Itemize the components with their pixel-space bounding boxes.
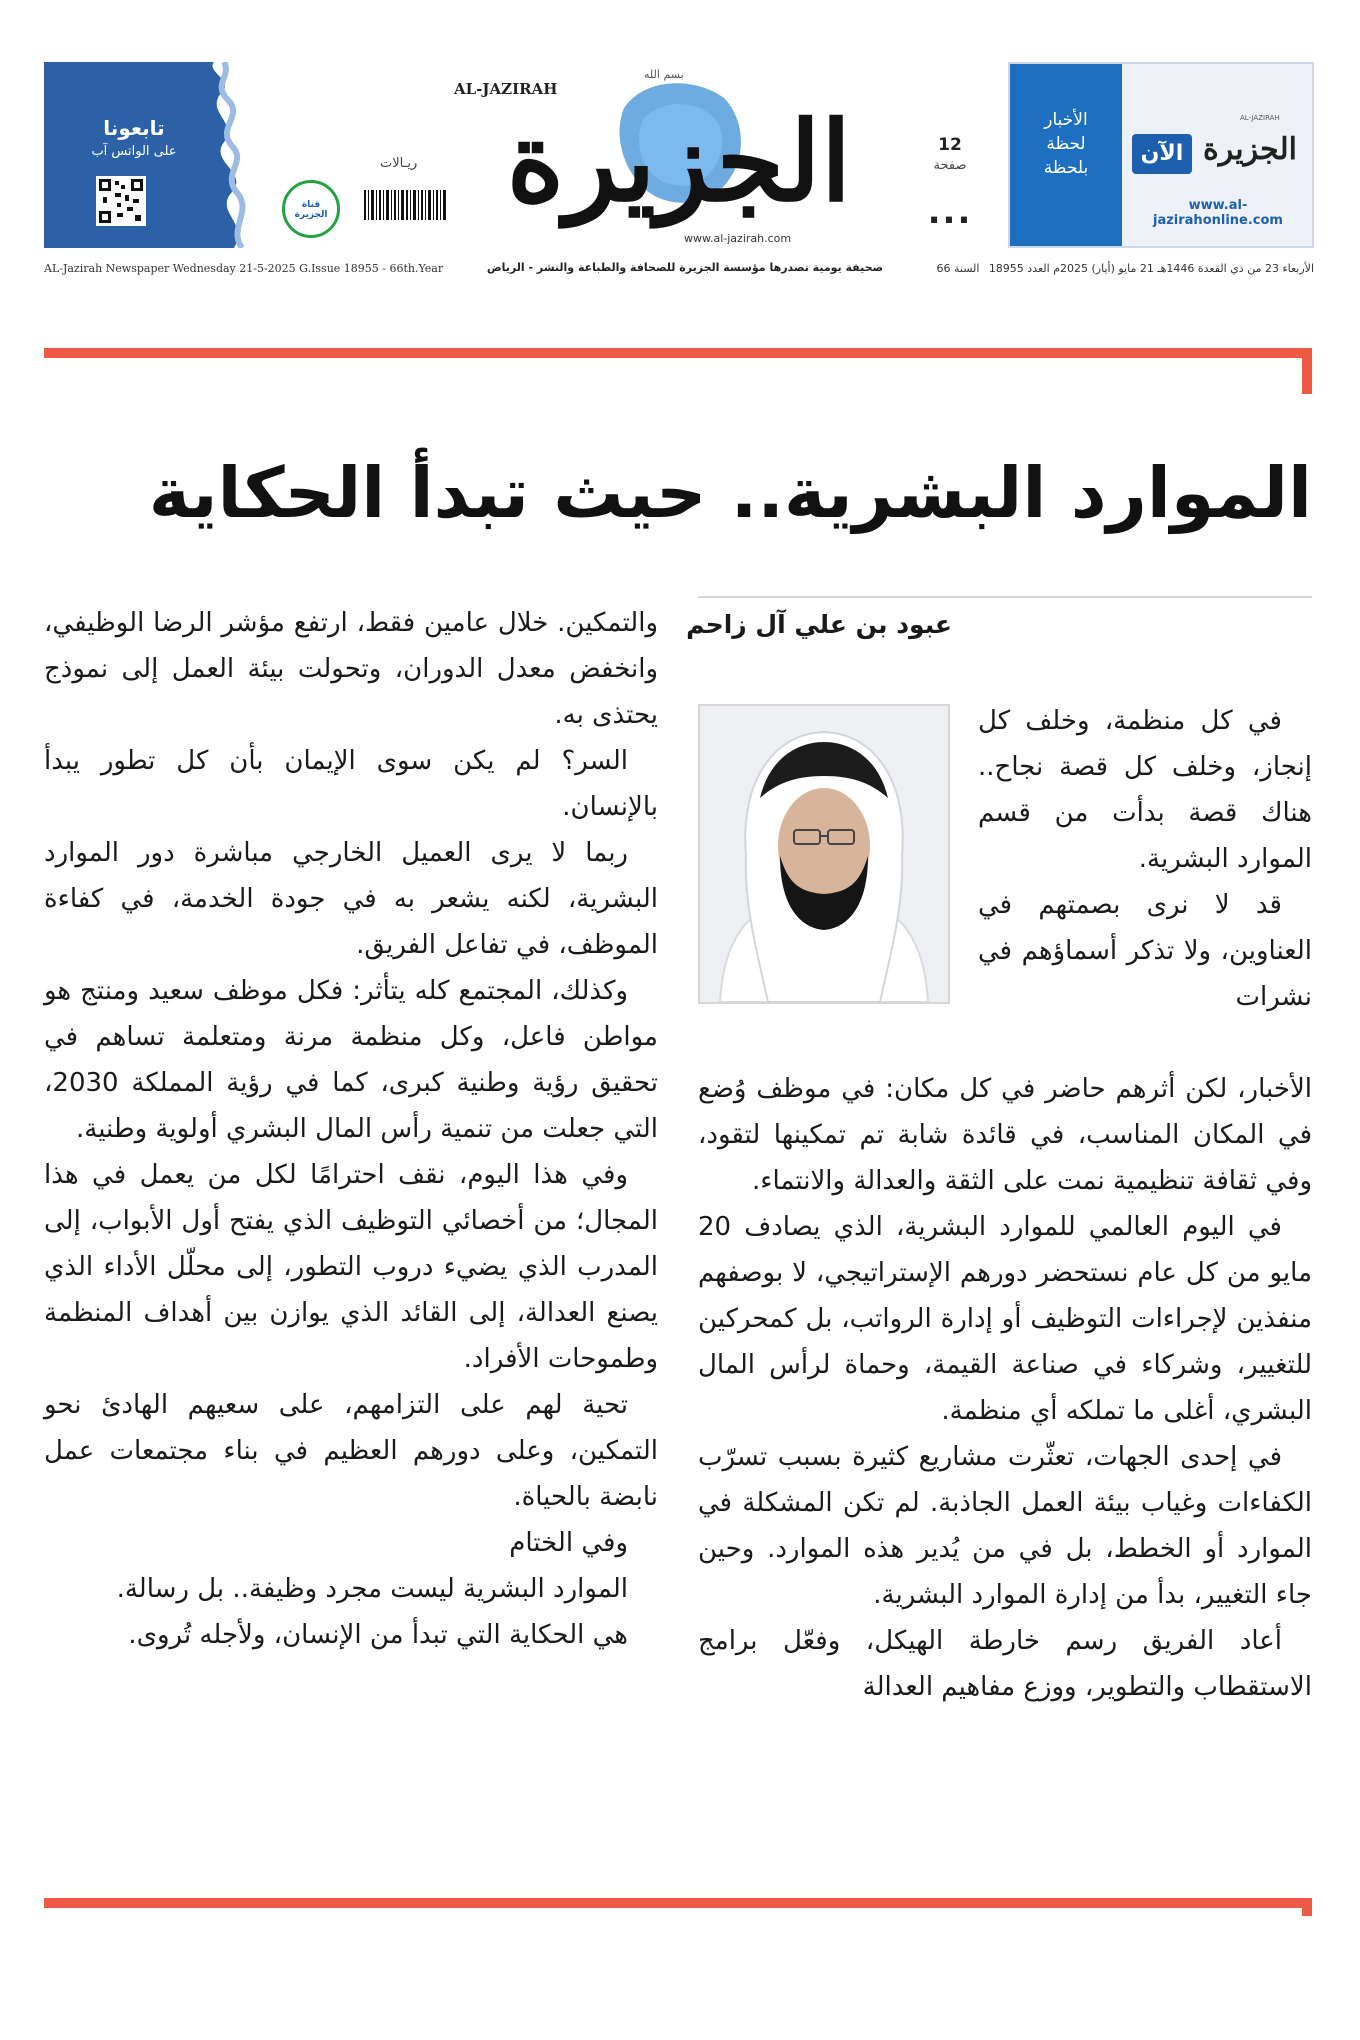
- article-paragraph: هي الحكاية التي تبدأ من الإنسان، ولأجله تُروى.: [128, 1620, 628, 1650]
- article-author: عبود بن علي آل زاحم: [686, 610, 952, 639]
- page-number-label: صفحة: [933, 158, 967, 173]
- article-bottom-rule: [44, 1898, 1312, 1908]
- masthead: [0, 0, 1360, 300]
- ad-logo-name: الجزيرة: [1202, 132, 1297, 167]
- author-divider: [698, 596, 1312, 598]
- article-paragraph: الموارد البشرية ليست مجرد وظيفة.. بل رسالة.: [116, 1574, 628, 1604]
- issue-year: السنة 66: [936, 262, 980, 275]
- article-paragraph: في إحدى الجهات، تعثّرت مشاريع كثيرة بسبب تسرّب الكفاءات وغياب بيئة العمل الجاذبة. لم تكن المشكلة في الموارد أو الخطط، بل في من يُدير هذه الموارد. وحين جاء التغيير، بدأ من إدارة الموارد البشرية.: [698, 1442, 1312, 1610]
- whatsapp-channel-ad[interactable]: [44, 62, 350, 248]
- author-photo: [698, 704, 950, 1004]
- article-paragraph: قد لا نرى بصمتهم في العناوين، ولا تذكر أسماؤهم في نشرات: [978, 890, 1312, 1012]
- masthead-dots: ...: [927, 192, 973, 232]
- article-paragraph: الأخبار، لكن أثرهم حاضر في كل مكان: في موظف وُضع في المكان المناسب، في قائدة شابة تم تمكينها لتقود، وفي ثقافة تنظيمية نمت على الثقة والعدالة والانتماء.: [698, 1074, 1312, 1196]
- follow-us-text: تابعونا: [103, 116, 165, 140]
- ad-promo-text: [1014, 108, 1118, 180]
- author-portrait-icon: [700, 706, 948, 1002]
- article-column-right: [698, 1066, 1312, 1710]
- page-number: 12: [938, 135, 962, 155]
- article-paragraph: السر؟ لم يكن سوى الإيمان بأن كل تطور يبدأ بالإنسان.: [44, 746, 658, 822]
- logo-latin-name: AL-JAZIRAH: [454, 80, 558, 98]
- article-column-right-top: [978, 698, 1312, 1020]
- ad-logo-now: الآن: [1132, 134, 1192, 174]
- newspaper-logo: [454, 62, 904, 245]
- logo-website[interactable]: www.al-jazirah.com: [684, 232, 792, 245]
- logo-calligraphy: بسم الله: [644, 68, 684, 81]
- ad-logo: [1132, 114, 1304, 178]
- issue-date-arabic: الأربعاء 23 من ذي القعدة 1446هـ 21 مايو (أيار) 2025م العدد 18955: [988, 262, 1314, 275]
- article-paragraph: أعاد الفريق رسم خارطة الهيكل، وفعّل برامج الاستقطاب والتطوير، ووزع مفاهيم العدالة: [698, 1626, 1312, 1702]
- article-paragraph: والتمكين. خلال عامين فقط، ارتفع مؤشر الرضا الوظيفي، وانخفض معدل الدوران، وتحولت بيئة العمل إلى نموذج يحتذى به.: [44, 608, 658, 730]
- article-paragraph: وفي الختام: [509, 1528, 628, 1558]
- article-headline: الموارد البشرية.. حيث تبدأ الحكاية: [148, 452, 1312, 534]
- article-paragraph: ربما لا يرى العميل الخارجي مباشرة دور الموارد البشرية، لكنه يشعر به في جودة الخدمة، في كفاءة الموظف، في تفاعل الفريق.: [44, 838, 658, 960]
- article-bottom-rule-tick: [1302, 1898, 1312, 1916]
- ad-promo-line: لحظة: [1046, 134, 1086, 154]
- whatsapp-text: على الواتس آب: [91, 144, 177, 159]
- online-edition-ad[interactable]: [1008, 62, 1314, 248]
- ad-promo-line: الأخبار: [1044, 110, 1088, 130]
- ad-site-url[interactable]: www.al-jazirahonline.com: [1153, 198, 1283, 228]
- ad-logo-mini: AL-JAZIRAH: [1240, 114, 1280, 122]
- article-top-rule-tick: [1302, 348, 1312, 394]
- qr-code-icon[interactable]: [96, 176, 146, 226]
- article-paragraph: تحية لهم على التزامهم، على سعيهم الهادئ نحو التمكين، وعلى دورهم العظيم في بناء مجتمعات عمل نابضة بالحياة.: [44, 1390, 658, 1512]
- article-paragraph: في كل منظمة، وخلف كل إنجاز، وخلف كل قصة نجاح.. هناك قصة بدأت من قسم الموارد البشرية.: [978, 706, 1312, 874]
- article-paragraph: في اليوم العالمي للموارد البشرية، الذي يصادف 20 مايو من كل عام نستحضر دورهم الإستراتيجي، لا بوصفهم منفذين لإجراءات التوظيف أو إدارة الرواتب، بل كمحركين للتغيير، وشركاء في صناعة القيمة، وحماة لرأس المال البشري، أغلى ما تملكه أي منظمة.: [698, 1212, 1312, 1426]
- issue-date-english: AL-Jazirah Newspaper Wednesday 21-5-2025 G.Issue 18955 - 66th.Year: [44, 262, 444, 275]
- article-paragraph: وفي هذا اليوم، نقف احترامًا لكل من يعمل في هذا المجال؛ من أخصائي التوظيف الذي يفتح أول الأبواب، إلى المدرب الذي يضيء دروب التطور، إلى محلّل الأداء الذي يصنع العدالة، إلى القائد الذي يوازن بين أهداف المنظمة وطموحات الأفراد.: [44, 1160, 658, 1374]
- publisher-line: صحيفة يومية تصدرها مؤسسة الجزيرة للصحافة والطباعة والنشر - الرياض: [486, 261, 884, 274]
- article-column-left: [44, 600, 658, 1658]
- article-paragraph: وكذلك، المجتمع كله يتأثر: فكل موظف سعيد ومنتج هو مواطن فاعل، وكل منظمة مرنة ومتعلمة تساهم في تحقيق رؤية وطنية كبرى، كما في رؤية المملكة 2030، التي جعلت من تنمية رأس المال البشري أولوية وطنية.: [44, 976, 658, 1144]
- whatsapp-badge-text: قناة الجزيرة: [294, 200, 328, 220]
- article-top-rule: [44, 348, 1312, 358]
- ad-promo-line: بلحظة: [1043, 158, 1089, 178]
- barcode-icon: [364, 190, 446, 220]
- logo-arabic-name: الجزيرة: [506, 97, 852, 226]
- price-label: ريـالات: [380, 156, 418, 171]
